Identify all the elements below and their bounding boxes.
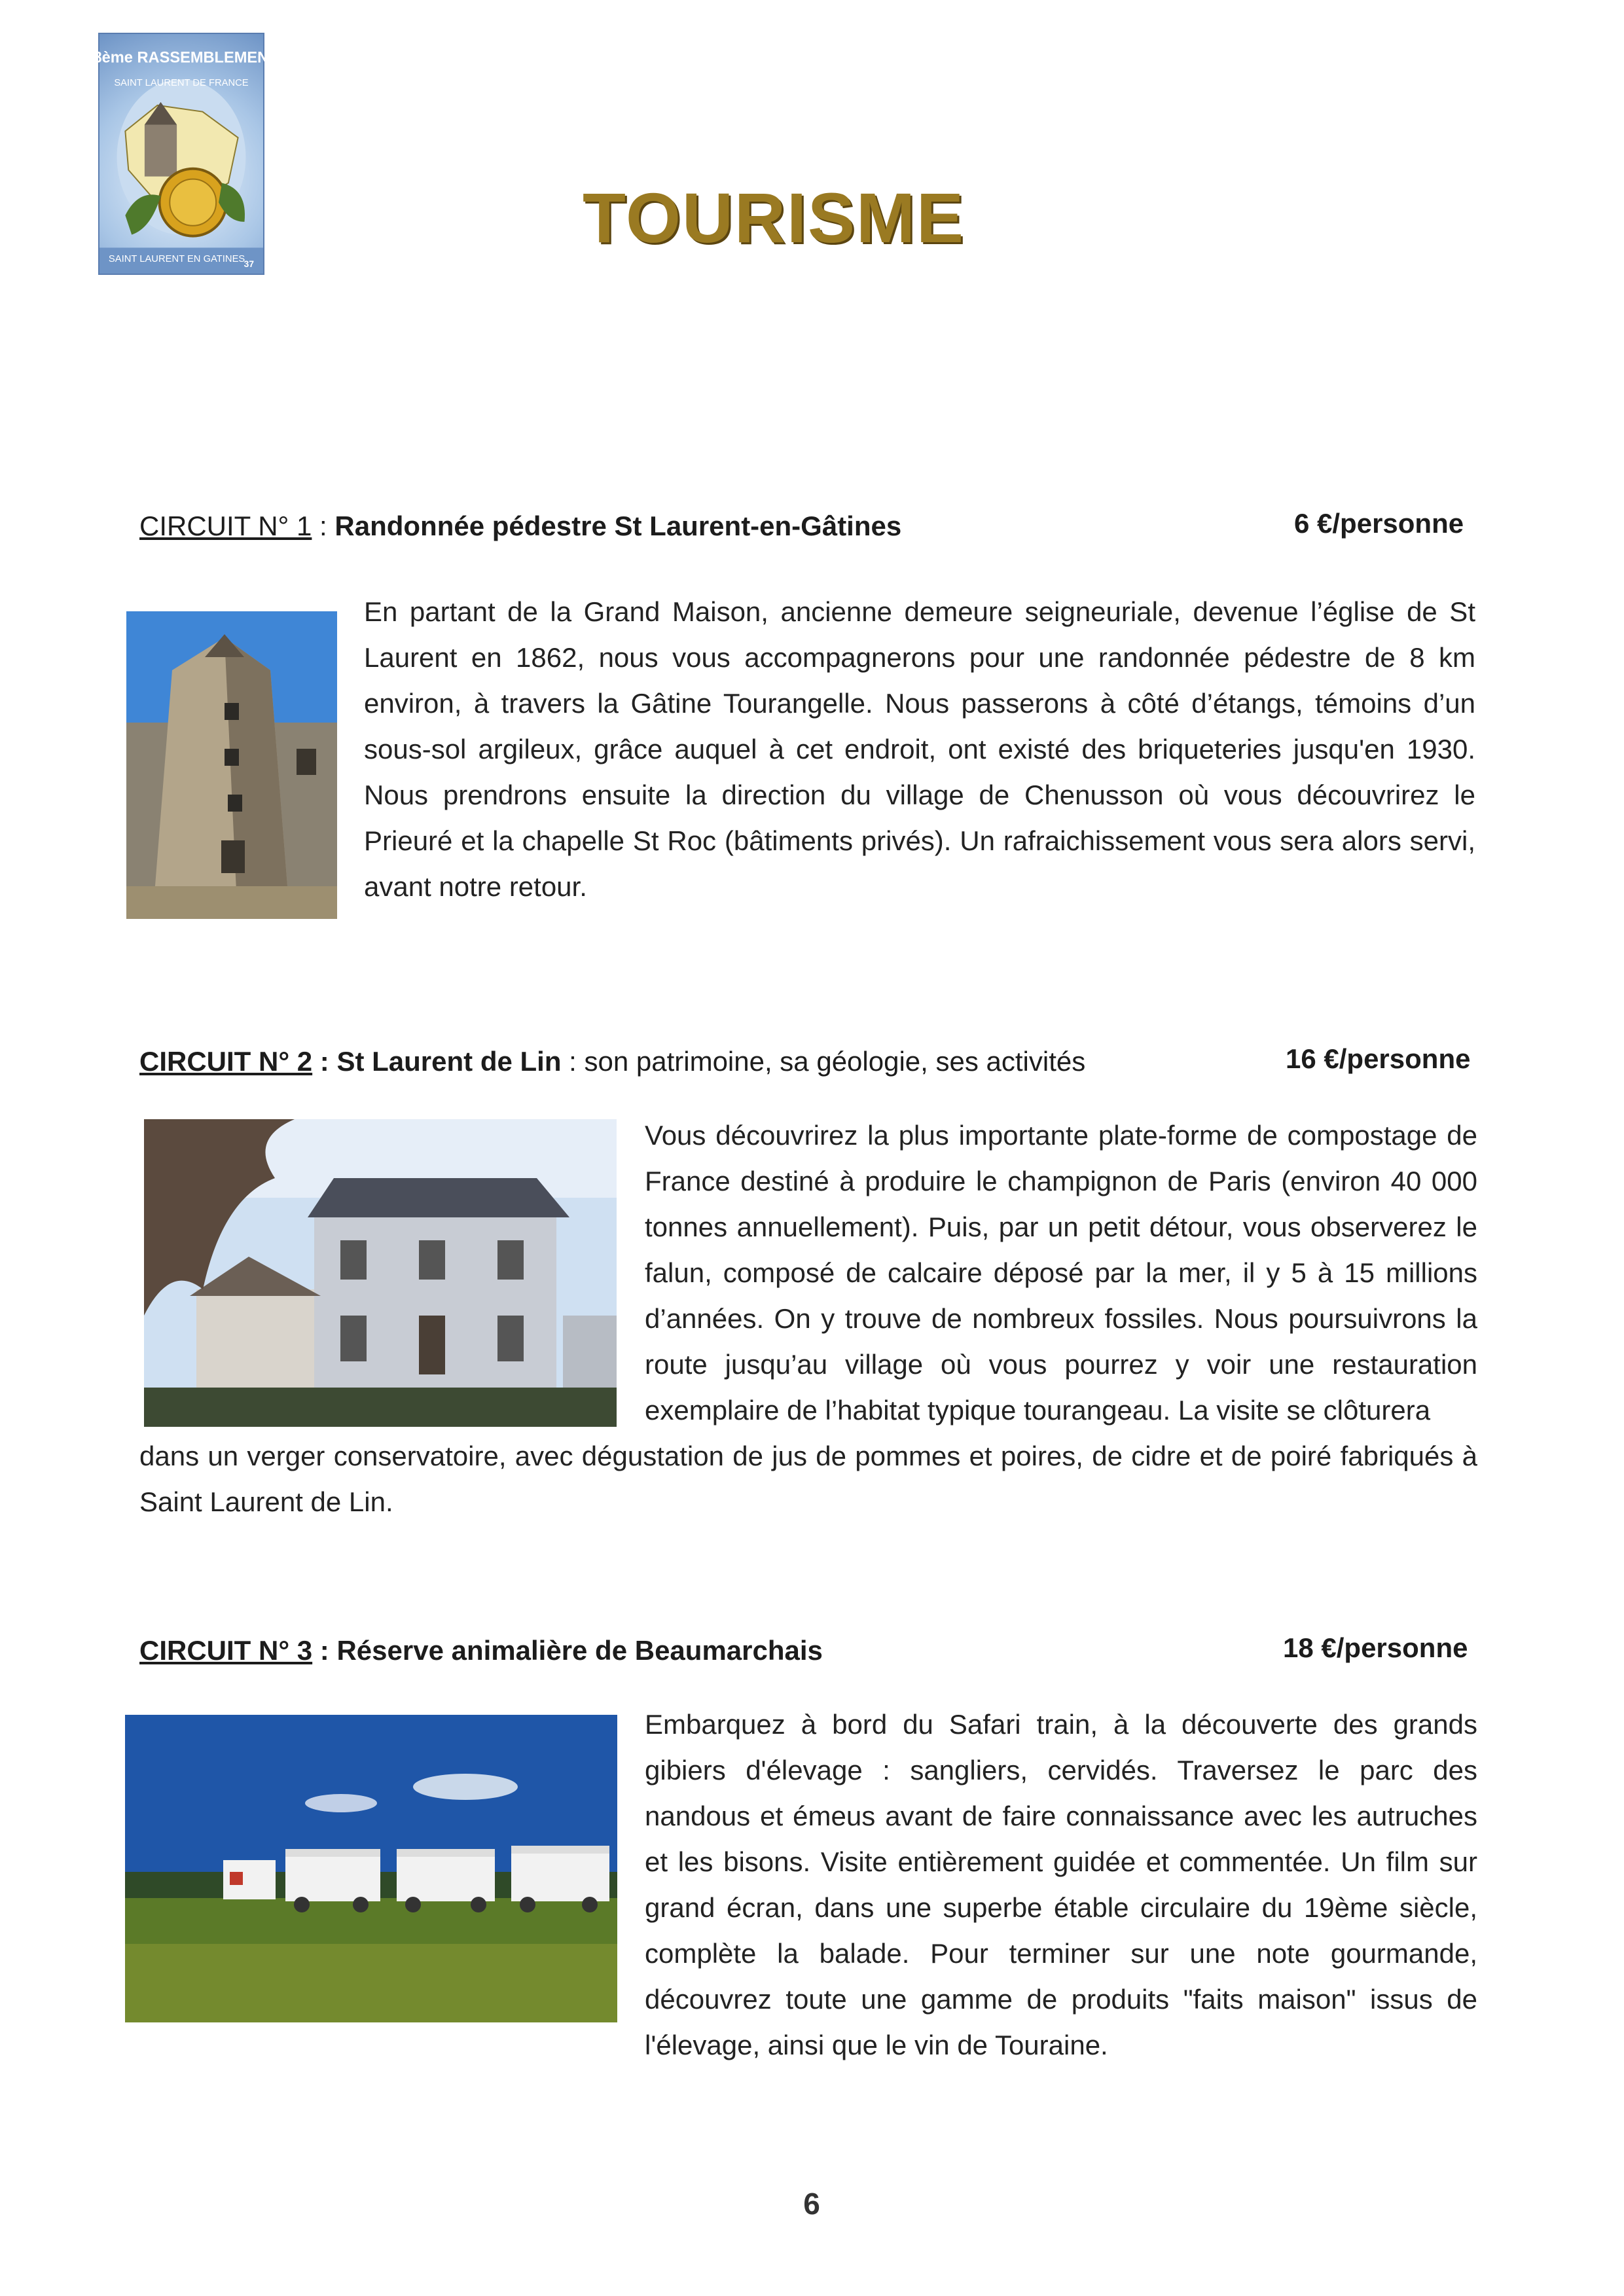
page-title: TOURISME	[583, 178, 965, 257]
page-number: 6	[803, 2187, 820, 2221]
circuit-2-description: Vous découvrirez la plus importante plate-forme de compostage de France destiné à produire le champignon de Paris (environ 40 000 tonnes annuellement). Puis, par un petit détour, vous observerez le falun, composé de calcaire déposé par la mer, il y 5 à 15 millions d’années. On y trouve de nombreux fossiles. Nous poursuivrons la route jusqu’au village où vous pourrez y voir une restauration exemplaire de l’habitat typique tourangeau. La visite se clôturera	[645, 1120, 1477, 1426]
event-logo	[84, 33, 278, 275]
circuit-2-label: CIRCUIT N° 2	[139, 1046, 313, 1077]
circuit-1-name: Randonnée pédestre St Laurent-en-Gâtines	[334, 511, 902, 541]
circuit-2-photo	[144, 1119, 617, 1427]
safari-train-photo	[125, 1715, 617, 2022]
logo-text-bottom: SAINT LAURENT EN GATINES	[108, 254, 245, 265]
circuit-3-heading	[139, 1635, 823, 1666]
logo-text-top: 28ème RASSEMBLEMENT	[84, 49, 278, 67]
circuit-3-photo	[125, 1715, 617, 2022]
circuit-2-name: St Laurent de Lin	[336, 1046, 562, 1077]
logo-text-mid: SAINT LAURENT DE FRANCE	[114, 78, 249, 89]
circuit-1-label: CIRCUIT N° 1	[139, 511, 312, 541]
circuit-3-name: Réserve animalière de Beaumarchais	[336, 1635, 823, 1666]
circuit-2-separator: :	[312, 1046, 337, 1077]
town-hall-photo	[144, 1119, 617, 1427]
circuit-2-name-rest: : son patrimoine, sa géologie, ses activités	[561, 1046, 1086, 1077]
circuit-3-separator: :	[312, 1635, 337, 1666]
circuit-2-heading	[139, 1046, 1085, 1077]
circuit-2-description-continued: dans un verger conservatoire, avec dégustation de jus de pommes et poires, de cidre et de poiré fabriqués à Saint Laurent de Lin.	[139, 1441, 1477, 1517]
circuit-3-price: 18 €/personne	[1283, 1632, 1468, 1663]
circuit-2-price: 16 €/personne	[1286, 1043, 1471, 1074]
circuit-3-label: CIRCUIT N° 3	[139, 1635, 313, 1666]
circuit-1-separator: :	[312, 511, 335, 541]
circuit-1-price: 6 €/personne	[1294, 508, 1464, 539]
circuit-1-description: En partant de la Grand Maison, ancienne demeure seigneuriale, devenue l’église de St Laurent en 1862, nous vous accompagnerons pour une randonnée pédestre de 8 km environ, à travers la Gâtine Tourangelle. Nous passerons à côté d’étangs, témoins d’un sous-sol argileux, grâce auquel à cet endroit, ont existé des briqueteries jusqu'en 1930. Nous prendrons ensuite la direction du village de Chenusson où vous découvrirez le Prieuré et la chapelle St Roc (bâtiments privés). Un rafraichissement vous sera alors servi, avant notre retour.	[364, 596, 1475, 902]
circuit-1-heading	[139, 511, 901, 542]
logo-artwork	[84, 34, 278, 274]
logo-dept-number: 37	[244, 259, 255, 270]
church-tower-photo	[126, 611, 337, 919]
circuit-1-photo	[126, 611, 337, 919]
circuit-3-description: Embarquez à bord du Safari train, à la découverte des grands gibiers d'élevage : sangliers, cervidés. Traversez le parc des nandous et émeus avant de faire connaissance avec les autruches et les bisons. Visite entièrement guidée et commentée. Un film sur grand écran, dans une superbe étable circulaire du 19ème siècle, complète la balade. Pour terminer sur une note gourmande, découvrez toute une gamme de produits "faits maison" issus de l'élevage, ainsi que le vin de Touraine.	[645, 1709, 1477, 2060]
